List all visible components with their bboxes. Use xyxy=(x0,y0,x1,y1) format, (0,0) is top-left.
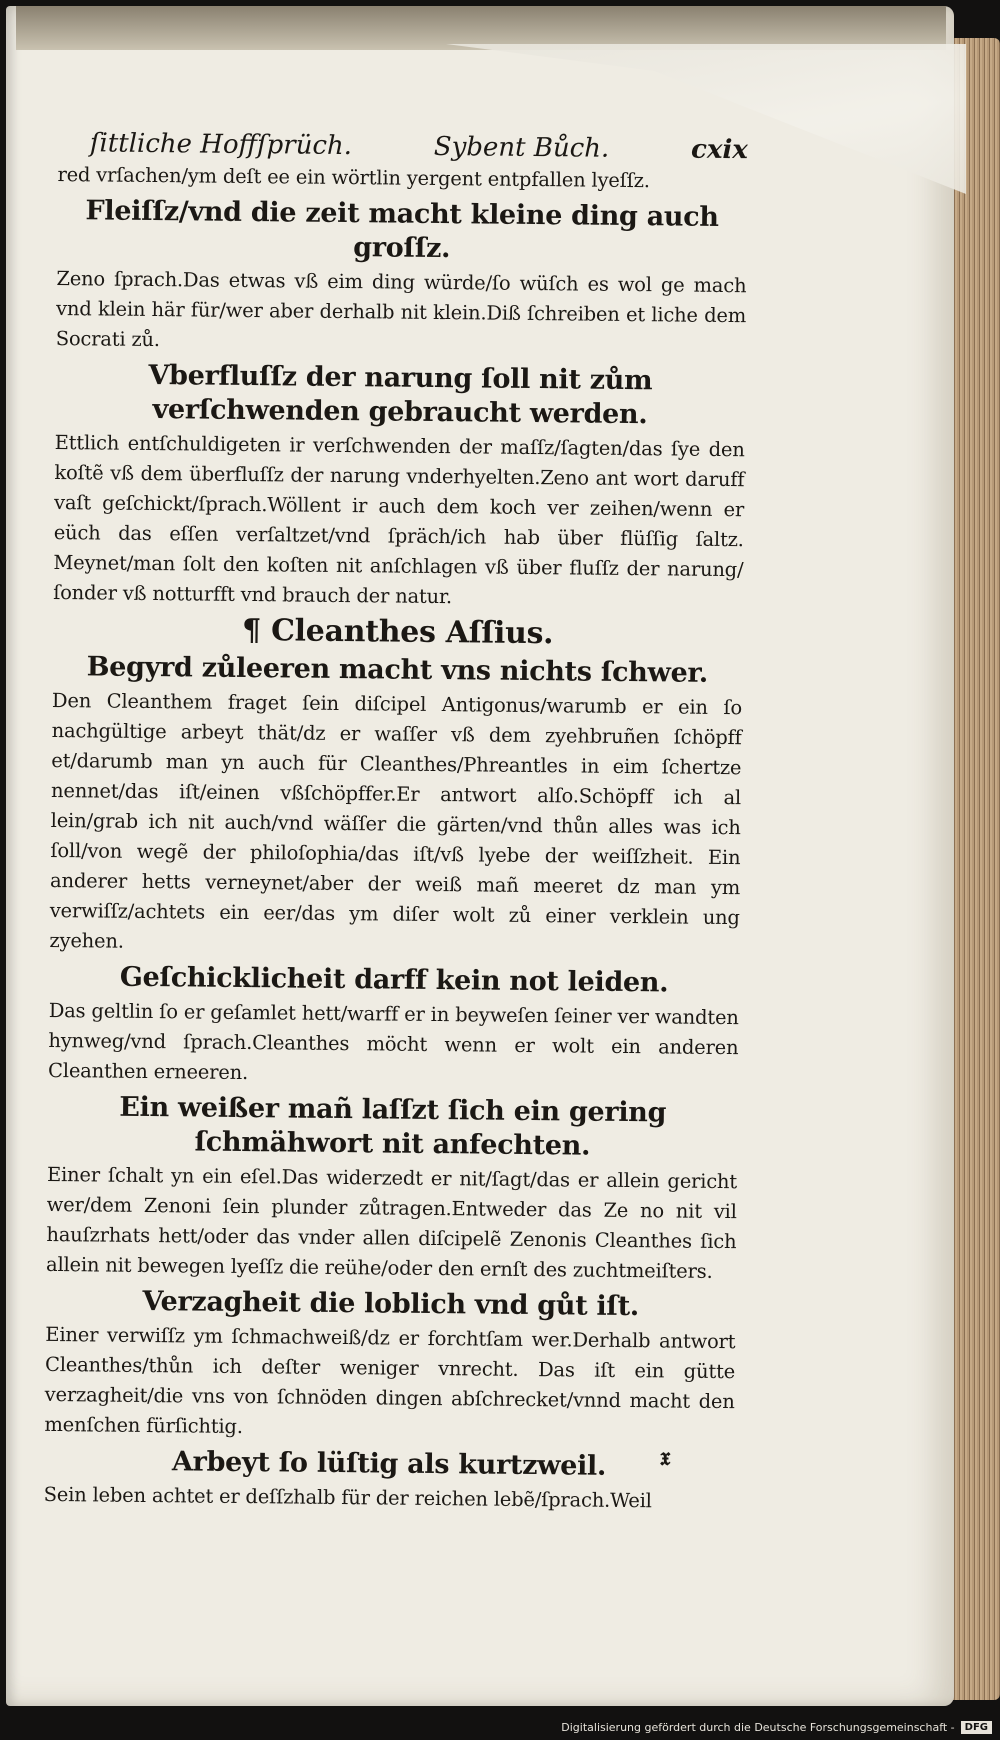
text-blocks xyxy=(44,160,748,1517)
footer xyxy=(561,1721,992,1734)
dfg-logo: DFG xyxy=(961,1721,992,1734)
section-heading: Vberfluſſz der narung ſoll nit zům verſchwenden gebraucht werden. xyxy=(148,359,653,431)
section-heading: ¶ Cleanthes Aſſius. xyxy=(241,612,554,652)
page-top-shadow xyxy=(16,6,946,50)
section-heading: Arbeyt ſo lüſtig als kurtzweil. xyxy=(171,1446,607,1482)
running-head-center: Sybent Bůch. xyxy=(433,131,610,164)
text-paragraph: Ettlich entſchuldigeten ir verſchwenden der maſſz/ſagten/das ſye den koſtẽ vß dem überfluſſz der narung vnderhyelten.Zeno ant wort daruff vaſt geſchickt/ſprach.Wöllent ir auch dem koch ver zeihen/wenn er eüch das eſſen verſaltzet/vnd ſpräch/ich hab über flüſſig ſaltz. Meynet/man ſolt den koſten nit anſchlagen vß über fluſſz der narung/ſonder vß notturfft vnd brauch der natur. xyxy=(53,430,745,609)
running-head xyxy=(58,128,748,165)
text-paragraph: Das geltlin ſo er geſamlet hett/warff er in beyweſen ſeiner ver wandten hynweg/vnd ſprach.Cleanthes möcht wenn er wolt ein anderen Cleanthen erneeren. xyxy=(48,998,739,1085)
text-paragraph: red vrſachen/ym deſt ee ein wörtlin yergent entpfallen lyeſſz. xyxy=(57,162,650,193)
section-heading: Verzagheit die loblich vnd gůt iſt. xyxy=(142,1285,640,1323)
text-paragraph: Den Cleanthem fraget ſein diſcipel Antigonus/warumb er ein ſo nachgültige arbeyt thät/dz er waſſer vß dem zyehbruñen ſchöpff et/darumb man yn auch für Cleanthes/Phreantles in eim ſchertze nennet/das iſt/einen vßſchöpffer.Er antwort alſo.Schöpff ich al lein/grab ich nit auch/vnd wäſſer die gärten/vnd thůn alles was ich ſoll/von wegẽ der philoſophia/das iſt/vß lyebe der weiſſzheit. Ein anderer hetts verneynet/aber der weiß mañ meeret dz man ym verwiſſz/achtets ein eer/das ym diſer wolt zů einer verklein ung zyehen. xyxy=(49,688,743,953)
text-paragraph: Zeno ſprach.Das etwas vß eim ding würde/ſo wüſch es wol ge mach vnd klein här für/wer aber derhalb nit klein.Diß ſchreiben et liche dem Socrati zů. xyxy=(55,266,747,352)
folio-number: cxix xyxy=(690,134,748,166)
section-heading: Geſchicklicheit darff kein not leiden. xyxy=(119,961,669,999)
text-paragraph: Sein leben achtet er deſſzhalb für der reichen lebẽ/ſprach.Weil xyxy=(43,1482,652,1513)
section-heading: Fleiſſz/vnd die zeit macht kleine ding auch groſſz. xyxy=(85,195,719,265)
text-paragraph: Einer verwiſſz ym ſchmachweiß/dz er forchtſam wer.Derhalb antwort Cleanthes/thůn ich deſter weniger vnrecht. Das iſt ein gütte verzagheit/die vns von ſchnöden dingen abſchrecket/vnnd macht den menſchen fürſichtig. xyxy=(44,1322,736,1439)
catchword: 𝔵 xyxy=(660,1442,671,1472)
footer-text: Digitalisierung gefördert durch die Deutsche Forschungsgemeinschaft - xyxy=(561,1721,955,1734)
page-text xyxy=(44,128,748,1517)
section-heading: Ein weißer mañ laſſzt ſich ein gering ſchmähwort nit anfechten. xyxy=(119,1091,667,1162)
section-heading: Begyrd zůleeren macht vns nichts ſchwer. xyxy=(86,651,709,689)
text-paragraph: Einer ſchalt yn ein eſel.Das widerzedt er nit/ſagt/das er allein gericht wer/dem Zenoni ſein plunder zůtragen.Entweder das Ze no nit vil hauſzrhats hett/oder das vnder allen diſcipelẽ Zenonis Cleanthes ſich allein nit bewegen lyeſſz die reühe/oder den ernſt des zuchtmeiſters. xyxy=(45,1162,738,1283)
running-head-left: ſittliche Hoffſprüch. xyxy=(89,128,353,162)
